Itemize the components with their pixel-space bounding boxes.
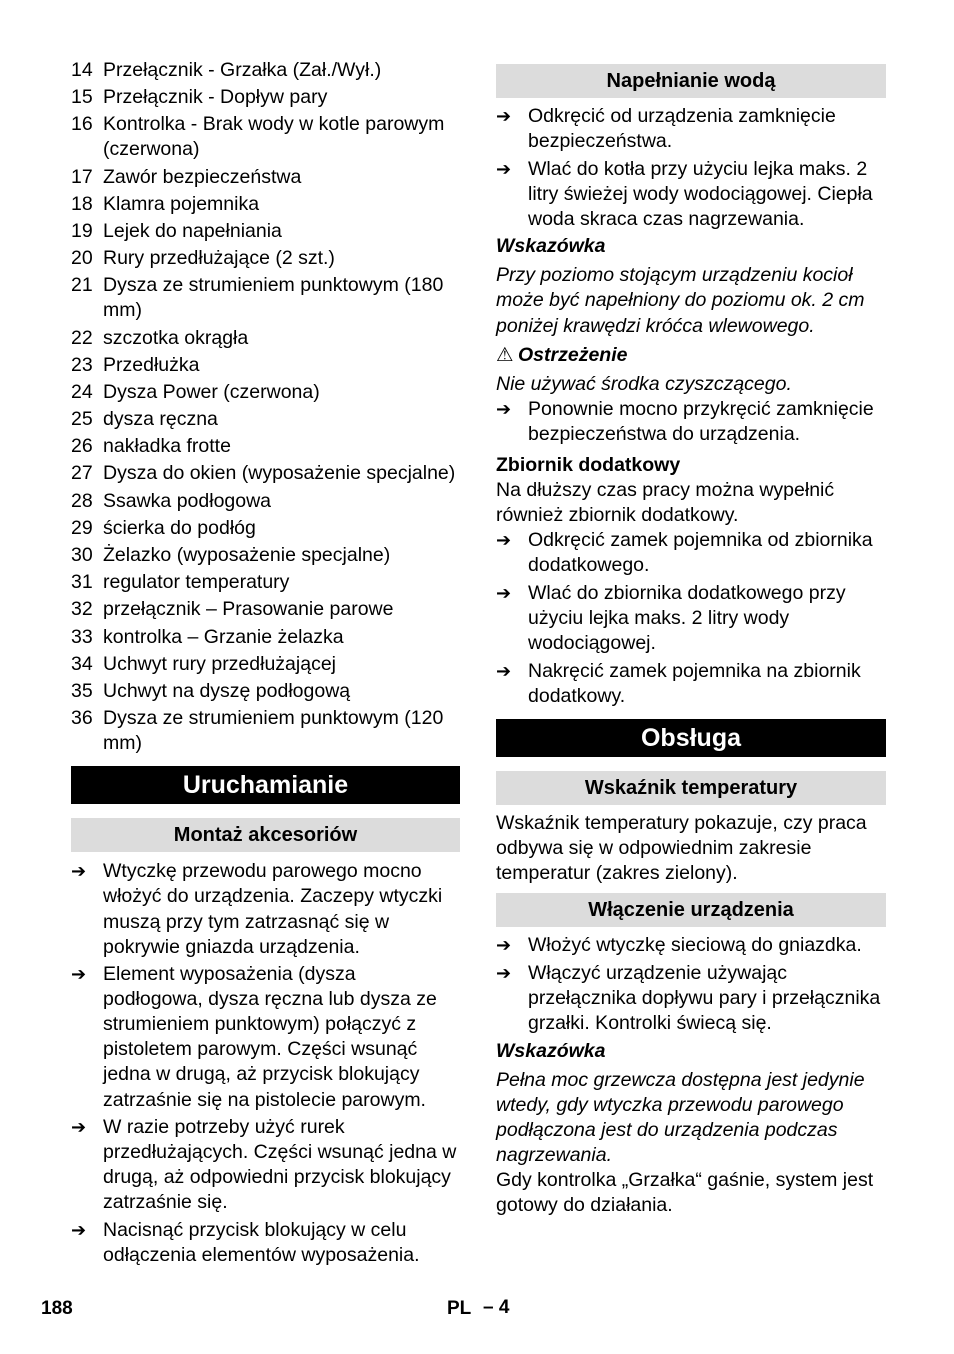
item-text: Ssawka podłogowa [103, 489, 272, 512]
step-text: Włączyć urządzenie używając przełącznika dopływu pary i przełącznika grzałki. Kontrolki świecą się. [528, 961, 881, 1035]
step-text: Wlać do kotła przy użyciu lejka maks. 2 litry świeżej wody wodociągowej. Ciepła woda skraca czas nagrzewania. [528, 157, 873, 230]
item-number: 36 [71, 707, 93, 730]
list-item [71, 407, 460, 432]
list-item [71, 112, 460, 162]
napelnianie-steps-list [496, 104, 886, 232]
extra-tank-title: Zbiornik dodatkowy [496, 454, 681, 476]
section-page-number: – 4 [483, 1297, 510, 1318]
item-number: 17 [71, 165, 93, 188]
arrow-right-icon: ➔ [71, 1117, 87, 1138]
item-number: 21 [71, 274, 93, 297]
step-text: Nacisnąć przycisk blokujący w celu odłączenia elementów wyposażenia. [103, 1218, 420, 1266]
list-item [71, 625, 460, 650]
power-on-steps-list [496, 933, 886, 1036]
step-item [496, 933, 886, 958]
arrow-right-icon: ➔ [496, 398, 512, 419]
step-text: Odkręcić od urządzenia zamknięcie bezpieczeństwa. [528, 105, 836, 153]
montaz-steps-list [71, 859, 460, 1268]
list-item [71, 192, 460, 217]
step-item [496, 104, 886, 154]
subsection-title-wlaczenie: Włączenie urządzenia [496, 893, 886, 927]
item-number: 29 [71, 516, 93, 539]
item-text: Przedłużka [103, 353, 200, 376]
item-number: 30 [71, 544, 93, 566]
list-item [71, 326, 460, 351]
item-text: Dysza do okien (wyposażenie specjalne) [103, 462, 456, 485]
list-item [71, 58, 460, 83]
list-item [71, 489, 460, 514]
step-text: W razie potrzeby użyć rurek przedłużających. Części wsunąć jedna w drugą, aż odpowiedni przycisk blokujący zatrzaśnie się. [103, 1116, 457, 1214]
item-text: Przełącznik - Dopływ pary [103, 86, 328, 109]
item-text: nakładka frotte [103, 435, 231, 458]
extra-tank-intro: Na dłuższy czas pracy można wypełnić również zbiornik dodatkowy. [496, 479, 835, 527]
item-text: Kontrolka - Brak wody w kotle parowym (czerwona) [103, 113, 445, 161]
list-item [71, 219, 460, 244]
item-text: Klamra pojemnika [103, 192, 260, 215]
list-item [71, 652, 460, 677]
warning-icon: ⚠ [496, 343, 514, 366]
subsection-title-montaz: Montaż akcesoriów [71, 818, 460, 852]
item-text: Dysza ze strumieniem punktowym (120 mm) [103, 707, 444, 755]
list-item [71, 380, 460, 405]
parts-list [71, 58, 460, 756]
note-label: Wskazówka [496, 235, 606, 258]
step-item [71, 859, 460, 959]
arrow-right-icon: ➔ [496, 158, 512, 179]
item-text: Przełącznik - Grzałka (Zał./Wył.) [103, 59, 382, 81]
arrow-right-icon: ➔ [496, 660, 512, 681]
list-item [71, 85, 460, 110]
warning-label-row [496, 343, 886, 368]
step-text: Odkręcić zamek pojemnika od zbiornika dodatkowego. [528, 529, 873, 577]
item-number: 19 [71, 219, 93, 242]
item-text: Zawór bezpieczeństwa [103, 165, 302, 188]
extra-tank-steps-list [496, 528, 886, 708]
list-item [71, 570, 460, 595]
list-item [71, 246, 460, 271]
item-number: 20 [71, 247, 93, 270]
item-text: przełącznik – Prasowanie parowe [103, 598, 394, 621]
item-text: regulator temperatury [103, 571, 290, 594]
item-number: 24 [71, 380, 93, 403]
item-number: 15 [71, 86, 93, 109]
subsection-title-napelnianie: Napełnianie wodą [496, 64, 886, 98]
step-item [496, 528, 886, 578]
step-item [496, 961, 886, 1036]
list-item [71, 165, 460, 190]
arrow-right-icon: ➔ [71, 861, 87, 882]
list-item [71, 516, 460, 541]
item-number: 22 [71, 326, 93, 349]
item-number: 27 [71, 462, 93, 485]
step-text: Element wyposażenia (dysza podłogowa, dysza ręczna lub dysza ze strumieniem punktowym) połączyć z pistoletem parowym. Części wsunąć jedna w drugą, aż przycisk blokujący zatrzaśnie się na pistolecie parowym. [103, 963, 437, 1111]
language-code: PL [447, 1298, 472, 1319]
list-item [71, 461, 460, 486]
list-item [71, 434, 460, 459]
item-text: ścierka do podłóg [103, 516, 256, 539]
item-number: 26 [71, 435, 93, 458]
list-item [71, 706, 460, 756]
warning-label: Ostrzeżenie [518, 343, 628, 366]
temperature-text: Wskaźnik temperatury pokazuje, czy praca odbywa się w odpowiednim zakresie temperatur (zakres zielony). [496, 812, 867, 885]
item-text: Dysza ze strumieniem punktowym (180 mm) [103, 274, 444, 322]
arrow-right-icon: ➔ [71, 964, 87, 985]
step-item [496, 659, 886, 709]
list-item [71, 679, 460, 704]
step-text: Wtyczkę przewodu parowego mocno włożyć do urządzenia. Zaczepy wtyczki muszą przy tym zatrzasnąć się w pokrywie gniazda urządzenia. [103, 860, 443, 958]
section-title-obsluga: Obsługa [496, 719, 886, 757]
final-text: Gdy kontrolka „Grzałka“ gaśnie, system jest gotowy do działania. [496, 1169, 874, 1217]
list-item [71, 273, 460, 323]
item-text: Dysza Power (czerwona) [103, 380, 320, 403]
item-text: kontrolka – Grzanie żelazka [103, 625, 344, 648]
step-item [71, 1115, 460, 1215]
left-column [71, 58, 460, 1270]
page-number: 188 [41, 1298, 73, 1319]
step-text: Ponownie mocno przykręcić zamknięcie bezpieczeństwa do urządzenia. [528, 397, 874, 445]
note-label-2: Wskazówka [496, 1039, 606, 1062]
item-number: 34 [71, 652, 93, 675]
step-text: Wlać do zbiornika dodatkowego przy użyciu lejka maks. 2 litry wody wodociągowej. [528, 581, 846, 655]
step-item [496, 157, 886, 232]
item-number: 16 [71, 113, 93, 136]
note-text-2: Pełna moc grzewcza dostępna jest jedynie wtedy, gdy wtyczka przewodu parowego podłączona jest do urządzenia podczas nagrzewania. [496, 1068, 865, 1166]
arrow-right-icon: ➔ [496, 962, 512, 983]
item-number: 14 [71, 59, 93, 81]
step-item [71, 962, 460, 1113]
item-number: 28 [71, 489, 93, 512]
item-number: 25 [71, 408, 93, 431]
item-number: 32 [71, 598, 93, 621]
list-item [71, 597, 460, 622]
step-item [496, 581, 886, 656]
item-number: 23 [71, 353, 93, 376]
arrow-right-icon: ➔ [496, 582, 512, 603]
item-text: Uchwyt rury przedłużającej [103, 652, 337, 675]
item-text: Uchwyt na dyszę podłogową [103, 679, 351, 702]
item-number: 35 [71, 679, 93, 702]
item-text: szczotka okrągła [103, 326, 249, 349]
item-number: 18 [71, 192, 93, 215]
item-text: dysza ręczna [103, 408, 218, 431]
section-title-uruchamianie: Uruchamianie [71, 766, 460, 804]
arrow-right-icon: ➔ [496, 935, 512, 956]
step-item [71, 1218, 460, 1268]
napelnianie-steps-after-list [496, 397, 886, 447]
arrow-right-icon: ➔ [71, 1219, 87, 1240]
list-item [71, 543, 460, 568]
step-item [496, 397, 886, 447]
item-text: Lejek do napełniania [103, 219, 282, 242]
arrow-right-icon: ➔ [496, 106, 512, 126]
subsection-title-temperatura: Wskaźnik temperatury [496, 771, 886, 805]
right-column [496, 64, 886, 1218]
step-text: Włożyć wtyczkę sieciową do gniazdka. [528, 934, 862, 957]
list-item [71, 353, 460, 378]
step-text: Nakręcić zamek pojemnika na zbiornik dodatkowy. [528, 659, 861, 707]
warning-text: Nie używać środka czyszczącego. [496, 372, 792, 395]
item-text: Żelazko (wyposażenie specjalne) [103, 544, 391, 566]
arrow-right-icon: ➔ [496, 530, 512, 551]
item-text: Rury przedłużające (2 szt.) [103, 247, 335, 270]
item-number: 33 [71, 625, 93, 648]
item-number: 31 [71, 571, 93, 594]
note-text: Przy poziomo stojącym urządzeniu kocioł może być napełniony do poziomu ok. 2 cm poniżej krawędzi króćca wlewowego. [496, 264, 865, 337]
